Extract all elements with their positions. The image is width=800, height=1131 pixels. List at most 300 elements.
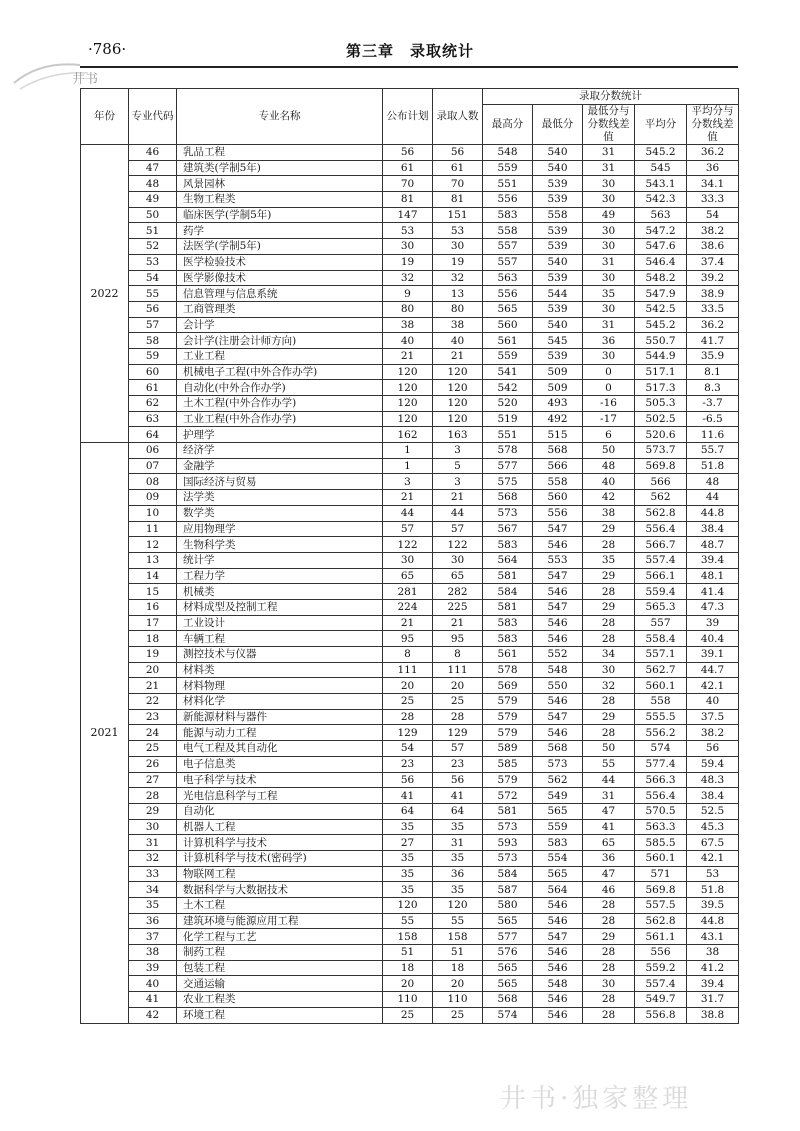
min-cell: 549 (533, 788, 583, 804)
plan-cell: 51 (383, 945, 433, 961)
min-diff-cell: 36 (583, 333, 635, 349)
min-diff-cell: 30 (583, 976, 635, 992)
table-row (81, 505, 739, 521)
min-cell: 546 (533, 992, 583, 1008)
name-cell: 临床医学(学制5年) (177, 207, 383, 223)
header-code: 专业代码 (129, 89, 177, 145)
min-diff-cell: 32 (583, 678, 635, 694)
max-cell: 589 (483, 741, 533, 757)
plan-cell: 120 (383, 898, 433, 914)
table-row (81, 239, 739, 255)
max-cell: 556 (483, 192, 533, 208)
avg-diff-cell: 48.3 (687, 772, 739, 788)
name-cell: 车辆工程 (177, 631, 383, 647)
avg-diff-cell: 36.2 (687, 317, 739, 333)
avg-cell: 570.5 (635, 803, 687, 819)
max-cell: 551 (483, 176, 533, 192)
name-cell: 工商管理类 (177, 301, 383, 317)
code-cell: 52 (129, 239, 177, 255)
plan-cell: 70 (383, 176, 433, 192)
max-cell: 560 (483, 317, 533, 333)
min-diff-cell: 30 (583, 348, 635, 364)
avg-cell: 557.5 (635, 898, 687, 914)
name-cell: 机器人工程 (177, 819, 383, 835)
min-cell: 547 (533, 929, 583, 945)
admitted-cell: 21 (433, 348, 483, 364)
code-cell: 53 (129, 254, 177, 270)
plan-cell: 35 (383, 882, 433, 898)
table-row (81, 850, 739, 866)
code-cell: 17 (129, 615, 177, 631)
min-cell: 545 (533, 333, 583, 349)
min-diff-cell: 28 (583, 898, 635, 914)
name-cell: 会计学 (177, 317, 383, 333)
admitted-cell: 64 (433, 803, 483, 819)
name-cell: 药学 (177, 223, 383, 239)
table-row (81, 333, 739, 349)
avg-cell: 560.1 (635, 850, 687, 866)
avg-diff-cell: 38.2 (687, 725, 739, 741)
admitted-cell: 13 (433, 286, 483, 302)
name-cell: 数据科学与大数据技术 (177, 882, 383, 898)
max-cell: 573 (483, 505, 533, 521)
watermark-text: 井书·独家整理 (500, 1084, 693, 1114)
admitted-cell: 81 (433, 192, 483, 208)
min-diff-cell: 50 (583, 443, 635, 459)
name-cell: 工业设计 (177, 615, 383, 631)
name-cell: 材料物理 (177, 678, 383, 694)
code-cell: 23 (129, 709, 177, 725)
plan-cell: 111 (383, 662, 433, 678)
code-cell: 09 (129, 490, 177, 506)
admitted-cell: 57 (433, 521, 483, 537)
max-cell: 593 (483, 835, 533, 851)
name-cell: 能源与动力工程 (177, 725, 383, 741)
header-max: 最高分 (483, 105, 533, 145)
table-row (81, 192, 739, 208)
table-row (81, 223, 739, 239)
plan-cell: 41 (383, 788, 433, 804)
avg-cell: 547.2 (635, 223, 687, 239)
min-diff-cell: 30 (583, 662, 635, 678)
plan-cell: 110 (383, 992, 433, 1008)
min-diff-cell: 31 (583, 788, 635, 804)
header-admitted: 录取人数 (433, 89, 483, 145)
avg-cell: 547.6 (635, 239, 687, 255)
min-cell: 539 (533, 301, 583, 317)
max-cell: 584 (483, 584, 533, 600)
code-cell: 11 (129, 521, 177, 537)
code-cell: 19 (129, 647, 177, 663)
avg-diff-cell: 52.5 (687, 803, 739, 819)
admitted-cell: 111 (433, 662, 483, 678)
avg-diff-cell: 38.9 (687, 286, 739, 302)
max-cell: 548 (483, 145, 533, 161)
min-cell: 540 (533, 254, 583, 270)
avg-diff-cell: 8.3 (687, 380, 739, 396)
avg-cell: 556 (635, 945, 687, 961)
plan-cell: 25 (383, 694, 433, 710)
admitted-cell: 110 (433, 992, 483, 1008)
admitted-cell: 30 (433, 552, 483, 568)
max-cell: 578 (483, 443, 533, 459)
min-diff-cell: 41 (583, 819, 635, 835)
max-cell: 559 (483, 348, 533, 364)
min-diff-cell: 28 (583, 1007, 635, 1023)
plan-cell: 30 (383, 552, 433, 568)
code-cell: 20 (129, 662, 177, 678)
min-diff-cell: 65 (583, 835, 635, 851)
plan-cell: 38 (383, 317, 433, 333)
name-cell: 建筑环境与能源应用工程 (177, 913, 383, 929)
page-number: ·786· (88, 40, 127, 58)
plan-cell: 21 (383, 615, 433, 631)
avg-diff-cell: 40 (687, 694, 739, 710)
name-cell: 国际经济与贸易 (177, 474, 383, 490)
avg-cell: 547.9 (635, 286, 687, 302)
avg-cell: 557 (635, 615, 687, 631)
code-cell: 62 (129, 396, 177, 412)
min-cell: 546 (533, 584, 583, 600)
avg-diff-cell: 8.1 (687, 364, 739, 380)
name-cell: 应用物理学 (177, 521, 383, 537)
plan-cell: 81 (383, 192, 433, 208)
admitted-cell: 55 (433, 913, 483, 929)
admitted-cell: 120 (433, 364, 483, 380)
min-diff-cell: 28 (583, 960, 635, 976)
avg-cell: 573.7 (635, 443, 687, 459)
name-cell: 交通运输 (177, 976, 383, 992)
min-diff-cell: -16 (583, 396, 635, 412)
plan-cell: 95 (383, 631, 433, 647)
admitted-cell: 129 (433, 725, 483, 741)
table-row (81, 364, 739, 380)
avg-diff-cell: 38.6 (687, 239, 739, 255)
name-cell: 环境工程 (177, 1007, 383, 1023)
table-row (81, 960, 739, 976)
plan-cell: 23 (383, 756, 433, 772)
avg-cell: 550.7 (635, 333, 687, 349)
name-cell: 医学影像技术 (177, 270, 383, 286)
plan-cell: 9 (383, 286, 433, 302)
code-cell: 32 (129, 850, 177, 866)
avg-diff-cell: -3.7 (687, 396, 739, 412)
plan-cell: 35 (383, 819, 433, 835)
admitted-cell: 20 (433, 976, 483, 992)
admitted-cell: 95 (433, 631, 483, 647)
table-row (81, 788, 739, 804)
max-cell: 577 (483, 458, 533, 474)
avg-diff-cell: 33.3 (687, 192, 739, 208)
min-cell: 540 (533, 145, 583, 161)
avg-cell: 559.4 (635, 584, 687, 600)
table-row (81, 458, 739, 474)
table-row (81, 160, 739, 176)
avg-diff-cell: 39.2 (687, 270, 739, 286)
admitted-cell: 3 (433, 443, 483, 459)
avg-diff-cell: 34.1 (687, 176, 739, 192)
min-cell: 547 (533, 521, 583, 537)
name-cell: 金融学 (177, 458, 383, 474)
plan-cell: 147 (383, 207, 433, 223)
name-cell: 材料成型及控制工程 (177, 599, 383, 615)
admitted-cell: 163 (433, 427, 483, 443)
max-cell: 565 (483, 976, 533, 992)
table-row (81, 898, 739, 914)
min-cell: 540 (533, 317, 583, 333)
plan-cell: 20 (383, 678, 433, 694)
admitted-cell: 120 (433, 396, 483, 412)
avg-cell: 543.1 (635, 176, 687, 192)
avg-diff-cell: 39.4 (687, 976, 739, 992)
table-row (81, 270, 739, 286)
table-body (81, 145, 739, 1024)
chapter-title: 第三章 录取统计 (345, 42, 474, 60)
name-cell: 电子信息类 (177, 756, 383, 772)
header-year: 年份 (81, 89, 129, 145)
avg-diff-cell: 39 (687, 615, 739, 631)
plan-cell: 30 (383, 239, 433, 255)
admitted-cell: 38 (433, 317, 483, 333)
name-cell: 机械电子工程(中外合作办学) (177, 364, 383, 380)
avg-cell: 545.2 (635, 317, 687, 333)
name-cell: 医学检验技术 (177, 254, 383, 270)
avg-cell: 585.5 (635, 835, 687, 851)
table-row (81, 992, 739, 1008)
max-cell: 573 (483, 850, 533, 866)
table-row (81, 976, 739, 992)
name-cell: 工程力学 (177, 568, 383, 584)
name-cell: 新能源材料与器件 (177, 709, 383, 725)
avg-diff-cell: 55.7 (687, 443, 739, 459)
min-diff-cell: 31 (583, 145, 635, 161)
code-cell: 55 (129, 286, 177, 302)
code-cell: 18 (129, 631, 177, 647)
code-cell: 57 (129, 317, 177, 333)
avg-diff-cell: 36.2 (687, 145, 739, 161)
name-cell: 材料类 (177, 662, 383, 678)
min-cell: 565 (533, 866, 583, 882)
min-cell: 547 (533, 599, 583, 615)
table-row (81, 599, 739, 615)
admitted-cell: 25 (433, 694, 483, 710)
admitted-cell: 36 (433, 866, 483, 882)
min-cell: 547 (533, 709, 583, 725)
plan-cell: 54 (383, 741, 433, 757)
header-avg: 平均分 (635, 105, 687, 145)
plan-cell: 61 (383, 160, 433, 176)
name-cell: 自动化 (177, 803, 383, 819)
avg-diff-cell: 53 (687, 866, 739, 882)
min-cell: 546 (533, 1007, 583, 1023)
name-cell: 包装工程 (177, 960, 383, 976)
min-cell: 544 (533, 286, 583, 302)
avg-diff-cell: -6.5 (687, 411, 739, 427)
admitted-cell: 80 (433, 301, 483, 317)
max-cell: 576 (483, 945, 533, 961)
avg-diff-cell: 40.4 (687, 631, 739, 647)
max-cell: 583 (483, 631, 533, 647)
avg-diff-cell: 39.1 (687, 647, 739, 663)
admitted-cell: 20 (433, 678, 483, 694)
avg-diff-cell: 33.5 (687, 301, 739, 317)
avg-cell: 566.7 (635, 537, 687, 553)
admitted-cell: 30 (433, 239, 483, 255)
code-cell: 41 (129, 992, 177, 1008)
admitted-cell: 56 (433, 145, 483, 161)
table-row (81, 913, 739, 929)
avg-cell: 577.4 (635, 756, 687, 772)
avg-cell: 566 (635, 474, 687, 490)
min-diff-cell: 35 (583, 286, 635, 302)
admitted-cell: 57 (433, 741, 483, 757)
year-cell: 2021 (81, 443, 129, 1023)
avg-diff-cell: 38.4 (687, 521, 739, 537)
max-cell: 565 (483, 913, 533, 929)
code-cell: 56 (129, 301, 177, 317)
min-diff-cell: 31 (583, 160, 635, 176)
max-cell: 573 (483, 819, 533, 835)
min-diff-cell: 28 (583, 992, 635, 1008)
max-cell: 574 (483, 1007, 533, 1023)
avg-diff-cell: 47.3 (687, 599, 739, 615)
admitted-cell: 35 (433, 882, 483, 898)
avg-cell: 517.3 (635, 380, 687, 396)
avg-diff-cell: 39.4 (687, 552, 739, 568)
avg-cell: 566.1 (635, 568, 687, 584)
name-cell: 数学类 (177, 505, 383, 521)
admitted-cell: 225 (433, 599, 483, 615)
max-cell: 579 (483, 709, 533, 725)
table-row (81, 694, 739, 710)
max-cell: 581 (483, 568, 533, 584)
avg-cell: 571 (635, 866, 687, 882)
min-diff-cell: 55 (583, 756, 635, 772)
min-diff-cell: 30 (583, 301, 635, 317)
name-cell: 法学类 (177, 490, 383, 506)
name-cell: 计算机科学与技术 (177, 835, 383, 851)
max-cell: 558 (483, 223, 533, 239)
avg-cell: 545 (635, 160, 687, 176)
min-cell: 546 (533, 960, 583, 976)
admitted-cell: 31 (433, 835, 483, 851)
code-cell: 27 (129, 772, 177, 788)
plan-cell: 158 (383, 929, 433, 945)
table-row (81, 396, 739, 412)
avg-diff-cell: 44.8 (687, 505, 739, 521)
avg-diff-cell: 44.7 (687, 662, 739, 678)
avg-diff-cell: 67.5 (687, 835, 739, 851)
plan-cell: 35 (383, 866, 433, 882)
name-cell: 测控技术与仪器 (177, 647, 383, 663)
admitted-cell: 53 (433, 223, 483, 239)
admitted-cell: 120 (433, 411, 483, 427)
name-cell: 土木工程(中外合作办学) (177, 396, 383, 412)
plan-cell: 56 (383, 772, 433, 788)
code-cell: 48 (129, 176, 177, 192)
min-diff-cell: 29 (583, 568, 635, 584)
avg-diff-cell: 37.4 (687, 254, 739, 270)
avg-cell: 549.7 (635, 992, 687, 1008)
table-row (81, 647, 739, 663)
code-cell: 47 (129, 160, 177, 176)
min-diff-cell: 50 (583, 741, 635, 757)
max-cell: 584 (483, 866, 533, 882)
avg-diff-cell: 11.6 (687, 427, 739, 443)
plan-cell: 25 (383, 1007, 433, 1023)
avg-cell: 558.4 (635, 631, 687, 647)
code-cell: 13 (129, 552, 177, 568)
min-cell: 548 (533, 976, 583, 992)
plan-cell: 120 (383, 411, 433, 427)
admitted-cell: 65 (433, 568, 483, 584)
table-row (81, 945, 739, 961)
min-diff-cell: 44 (583, 772, 635, 788)
min-cell: 558 (533, 207, 583, 223)
max-cell: 575 (483, 474, 533, 490)
min-cell: 539 (533, 223, 583, 239)
min-diff-cell: 38 (583, 505, 635, 521)
max-cell: 561 (483, 333, 533, 349)
name-cell: 统计学 (177, 552, 383, 568)
table-row (81, 552, 739, 568)
avg-cell: 557.4 (635, 976, 687, 992)
table-row (81, 882, 739, 898)
code-cell: 28 (129, 788, 177, 804)
code-cell: 37 (129, 929, 177, 945)
max-cell: 583 (483, 537, 533, 553)
plan-cell: 3 (383, 474, 433, 490)
avg-diff-cell: 31.7 (687, 992, 739, 1008)
name-cell: 法医学(学制5年) (177, 239, 383, 255)
avg-diff-cell: 43.1 (687, 929, 739, 945)
avg-diff-cell: 37.5 (687, 709, 739, 725)
max-cell: 559 (483, 160, 533, 176)
min-cell: 539 (533, 270, 583, 286)
name-cell: 机械类 (177, 584, 383, 600)
plan-cell: 57 (383, 521, 433, 537)
min-cell: 560 (533, 490, 583, 506)
min-cell: 546 (533, 725, 583, 741)
min-diff-cell: 47 (583, 866, 635, 882)
min-cell: 546 (533, 898, 583, 914)
min-diff-cell: 0 (583, 364, 635, 380)
plan-cell: 21 (383, 490, 433, 506)
header-min: 最低分 (533, 105, 583, 145)
min-cell: 558 (533, 474, 583, 490)
admitted-cell: 158 (433, 929, 483, 945)
max-cell: 567 (483, 521, 533, 537)
avg-diff-cell: 36 (687, 160, 739, 176)
min-cell: 539 (533, 239, 583, 255)
min-cell: 559 (533, 819, 583, 835)
plan-cell: 40 (383, 333, 433, 349)
min-diff-cell: 29 (583, 929, 635, 945)
max-cell: 557 (483, 239, 533, 255)
admitted-cell: 32 (433, 270, 483, 286)
code-cell: 16 (129, 599, 177, 615)
table-row (81, 254, 739, 270)
avg-cell: 546.4 (635, 254, 687, 270)
avg-cell: 574 (635, 741, 687, 757)
avg-diff-cell: 38.8 (687, 1007, 739, 1023)
admitted-cell: 25 (433, 1007, 483, 1023)
avg-diff-cell: 41.2 (687, 960, 739, 976)
table-row (81, 772, 739, 788)
avg-cell: 505.3 (635, 396, 687, 412)
max-cell: 541 (483, 364, 533, 380)
table-row (81, 490, 739, 506)
